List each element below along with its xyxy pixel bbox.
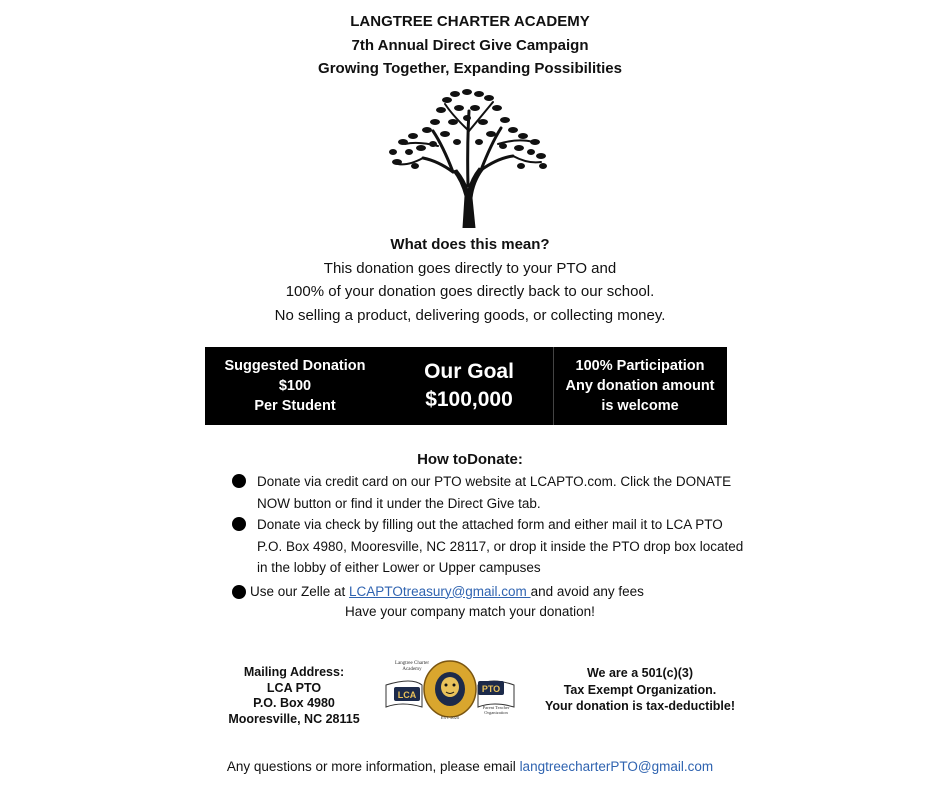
tax-status: [540, 665, 740, 715]
bullet-icon: [232, 517, 246, 531]
meaning-section: [0, 233, 940, 327]
svg-text:LCA: LCA: [397, 690, 417, 700]
bullet-text: Donate via credit card on our PTO website at LCAPTO.com. Click the DONATE: [257, 474, 732, 489]
mailing-city: Mooresville, NC 28115: [228, 711, 360, 726]
tax-line: We are a 501(c)(3): [586, 666, 694, 680]
goal: [385, 347, 553, 425]
svg-text:EST. 2020: EST. 2020: [440, 715, 460, 720]
meaning-line: 100% of your donation goes directly back to our school.: [285, 283, 655, 300]
list-item: [230, 581, 750, 603]
svg-text:Organization: Organization: [484, 710, 508, 715]
svg-text:PTO: PTO: [481, 684, 501, 694]
svg-text:Langtree Charter: Langtree Charter: [394, 661, 430, 666]
suggested-unit: Per Student: [254, 398, 336, 414]
tree-icon: [383, 86, 553, 228]
participation-text: is welcome: [601, 398, 679, 414]
bullet-text: in the lobby of either Lower or Upper campuses: [257, 560, 541, 575]
participation-text: Any donation amount: [565, 378, 715, 394]
list-item: [230, 514, 750, 579]
header: [0, 10, 940, 81]
donation-methods: [230, 471, 750, 602]
tax-line: Tax Exempt Organization.: [563, 682, 717, 697]
meaning-line: No selling a product, delivering goods, or collecting money.: [274, 306, 666, 324]
how-to-heading: How toDonate:: [417, 451, 523, 468]
lca-pto-logo: [382, 655, 518, 721]
zelle-prefix: Use our Zelle at: [250, 583, 350, 599]
participation-title: 100% Participation: [575, 358, 705, 374]
mailing-address: [223, 665, 365, 727]
company-match-text: Have your company match your donation!: [345, 604, 595, 619]
participation: [553, 347, 726, 425]
mailing-name: LCA PTO: [266, 680, 322, 695]
footer-contact: [0, 756, 940, 778]
zelle-suffix: and avoid any fees: [530, 583, 644, 599]
bullet-text: NOW button or find it under the Direct Give tab.: [257, 495, 541, 511]
suggested-amount: $100: [278, 378, 312, 394]
footer-text: Any questions or more information, please email: [226, 759, 520, 774]
svg-text:Academy: Academy: [402, 667, 422, 672]
school-name: LANGTREE CHARTER ACADEMY: [350, 13, 590, 30]
bullet-icon: [232, 474, 246, 488]
suggested-label: Suggested Donation: [224, 358, 366, 374]
bullet-icon: [232, 585, 246, 599]
suggested-donation: [205, 347, 385, 425]
meaning-line: This donation goes directly to your PTO and: [323, 259, 617, 277]
goal-label: Our Goal: [424, 360, 514, 383]
bullet-text: Donate via check by filling out the attached form and either mail it to LCA PTO: [257, 517, 723, 532]
tax-line: Your donation is tax-deductible!: [544, 699, 736, 713]
bullet-text: P.O. Box 4980, Mooresville, NC 28117, or drop it inside the PTO drop box located: [257, 538, 744, 554]
mailing-box: P.O. Box 4980: [253, 696, 335, 710]
svg-text:Parent Teacher: Parent Teacher: [482, 705, 510, 710]
goal-banner: [205, 347, 727, 425]
mailing-label: Mailing Address:: [243, 665, 345, 679]
contact-email-link[interactable]: langtreecharterPTO@gmail.com: [519, 759, 714, 774]
goal-amount: $100,000: [425, 388, 513, 411]
list-item: [230, 471, 750, 514]
meaning-heading: What does this mean?: [390, 236, 550, 253]
zelle-email-link[interactable]: LCAPTOtreasury@gmail.com: [349, 583, 531, 599]
campaign-slogan: Growing Together, Expanding Possibilities: [318, 60, 622, 77]
campaign-name: 7th Annual Direct Give Campaign: [351, 36, 589, 54]
